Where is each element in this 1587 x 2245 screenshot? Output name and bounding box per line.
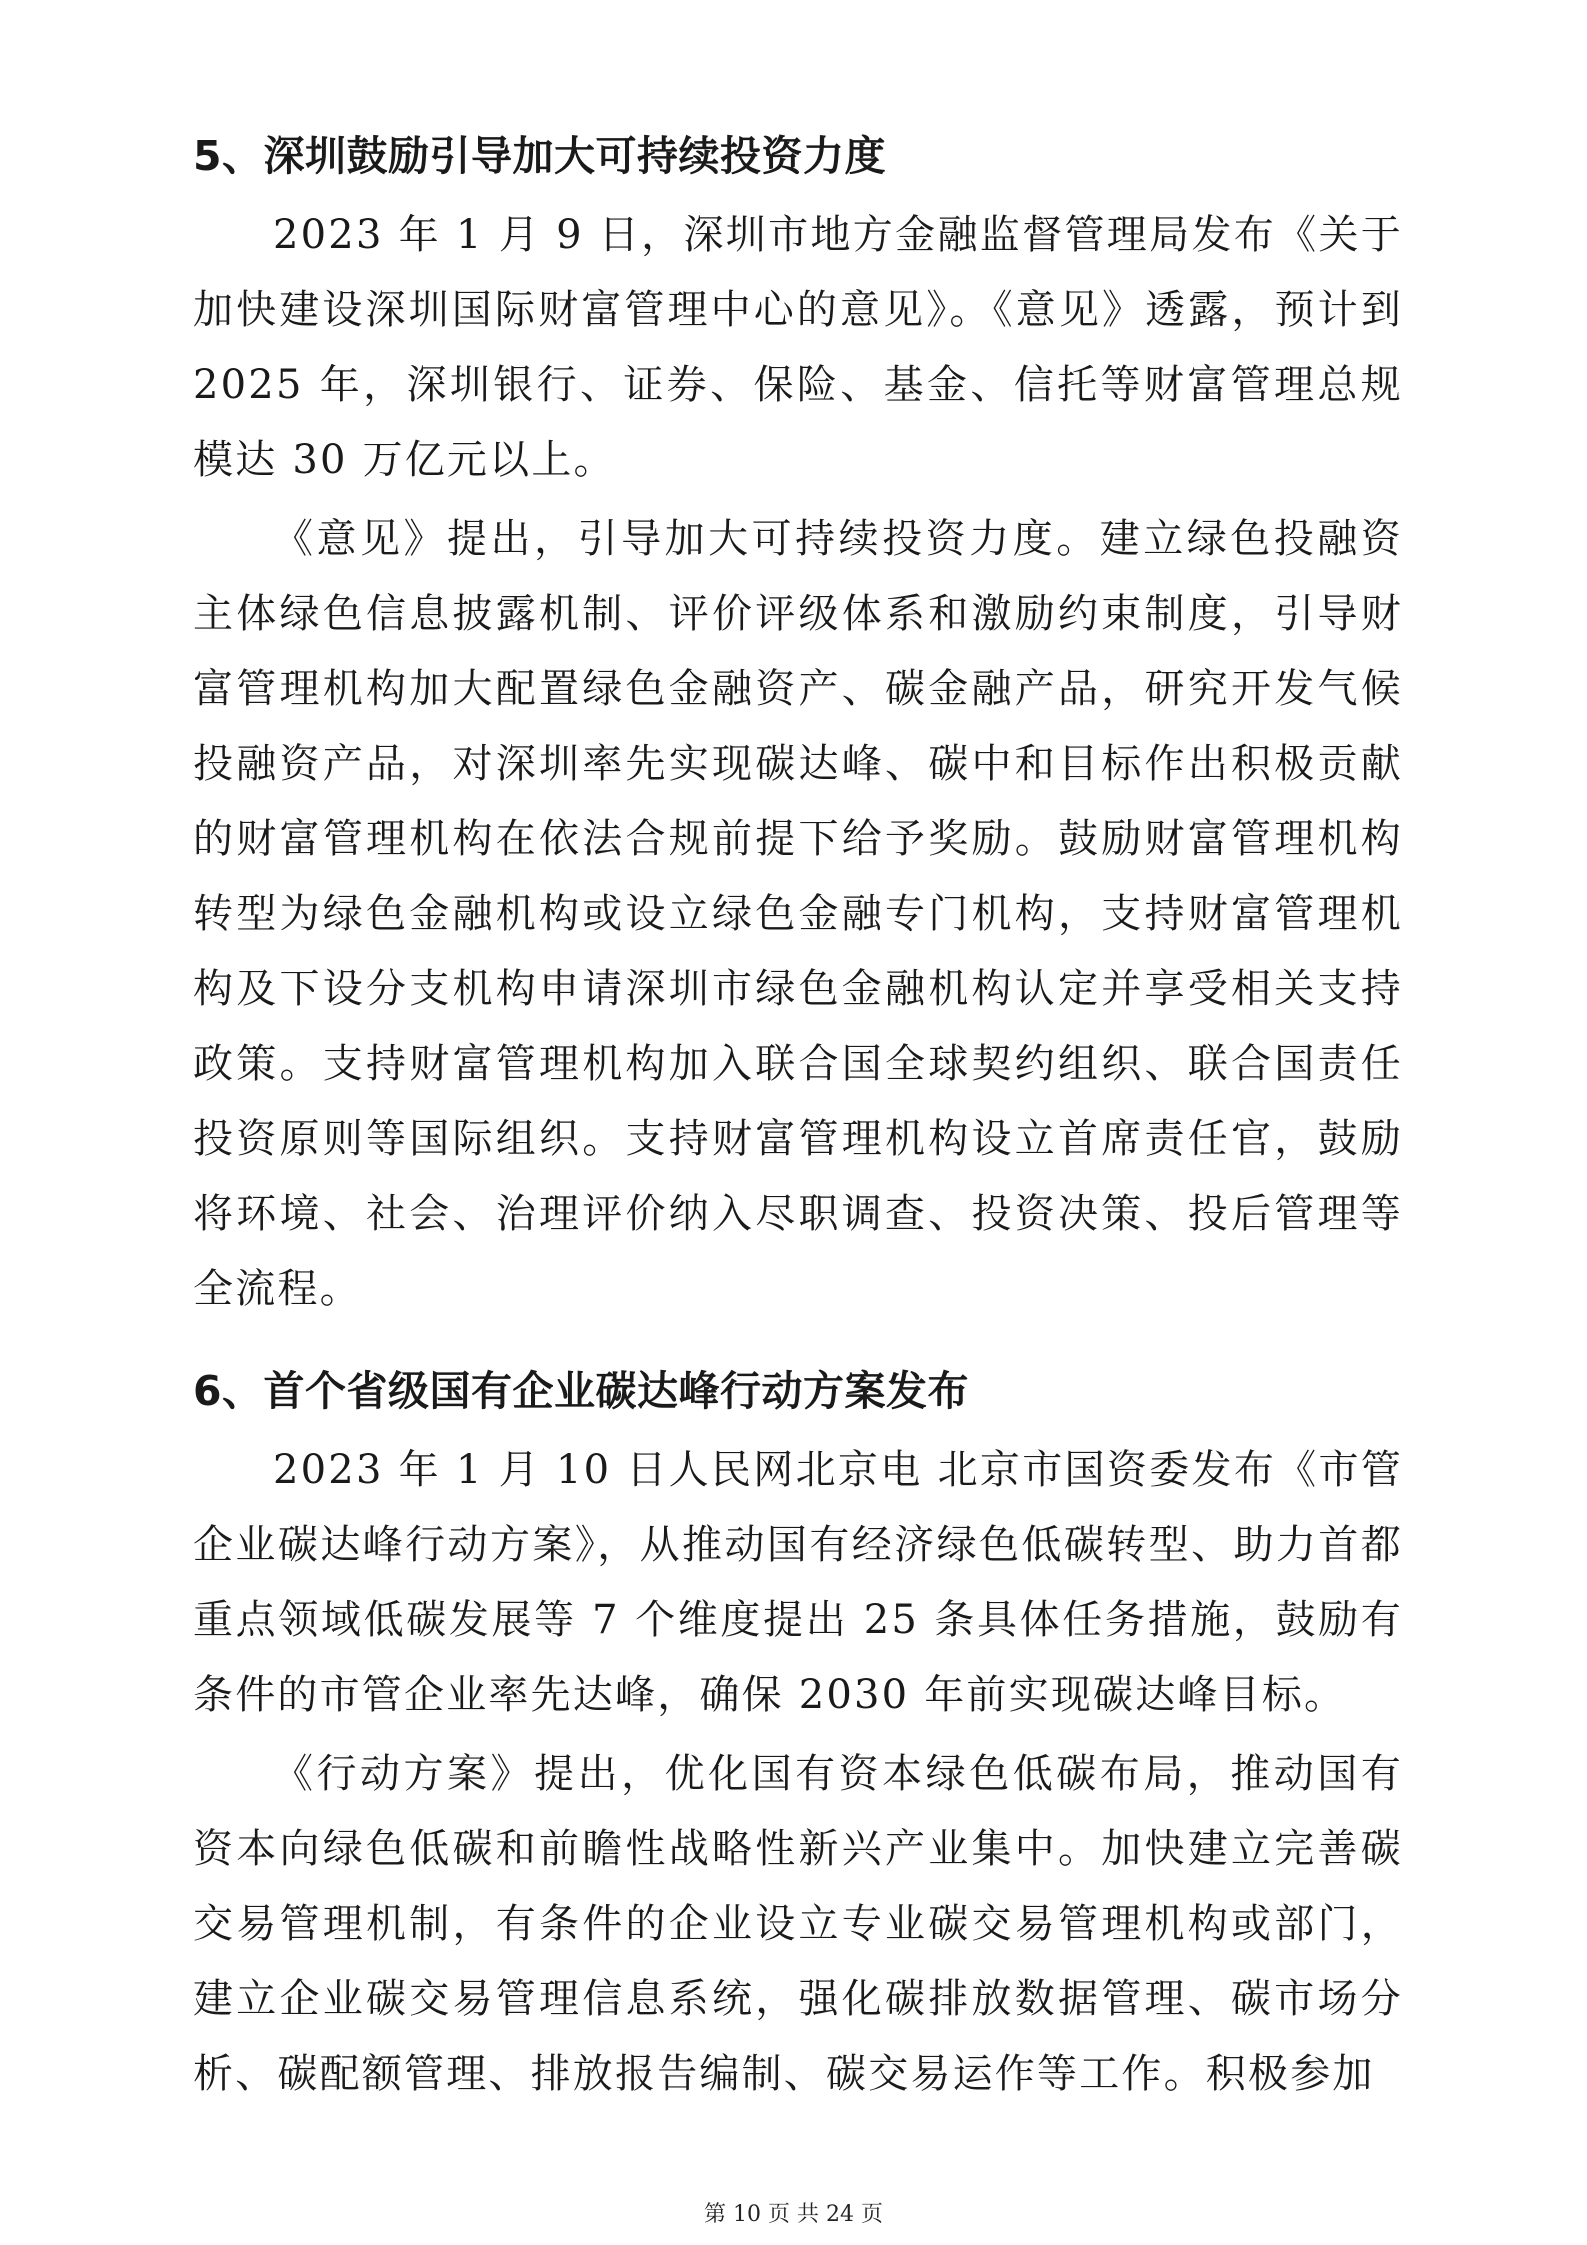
paragraph: 2023 年 1 月 10 日人民网北京电 北京市国资委发布《市管企业碳达峰行动方案》，从推动国有经济绿色低碳转型、助力首都重点领域低碳发展等 7 个维度提出 25 条具体任务措施，鼓励有条件的市管企业率先达峰，确保 2030 年前实现碳达峰目标。 — [193, 1447, 1403, 1718]
paragraph: 《意见》提出，引导加大可持续投资力度。建立绿色投融资主体绿色信息披露机制、评价评级体系和激励约束制度，引导财富管理机构加大配置绿色金融资产、碳金融产品，研究开发气候投融资产品，对深圳率先实现碳达峰、碳中和目标作出积极贡献的财富管理机构在依法合规前提下给予奖励。鼓励财富管理机构转型为绿色金融机构或设立绿色金融专门机构，支持财富管理机构及下设分支机构申请深圳市绿色金融机构认定并享受相关支持政策。支持财富管理机构加入联合国全球契约组织、联合国责任投资原则等国际组织。支持财富管理机构设立首席责任官，鼓励将环境、社会、治理评价纳入尽职调查、投资决策、投后管理等全流程。 — [193, 516, 1403, 1312]
paragraph: 2023 年 1 月 9 日，深圳市地方金融监督管理局发布《关于加快建设深圳国际财富管理中心的意见》。《意见》透露，预计到 2025 年，深圳银行、证券、保险、基金、信托等财富管理总规模达 30 万亿元以上。 — [193, 212, 1403, 483]
document-body — [193, 126, 1403, 2112]
paragraph: 《行动方案》提出，优化国有资本绿色低碳布局，推动国有资本向绿色低碳和前瞻性战略性新兴产业集中。加快建立完善碳交易管理机制，有条件的企业设立专业碳交易管理机构或部门，建立企业碳交易管理信息系统，强化碳排放数据管理、碳市场分析、碳配额管理、排放报告编制、碳交易运作等工作。积极参加 — [193, 1751, 1403, 2097]
section-heading: 6、首个省级国有企业碳达峰行动方案发布 — [193, 1367, 970, 1415]
section-5 — [193, 126, 1403, 1327]
section-heading: 5、深圳鼓励引导加大可持续投资力度 — [193, 132, 887, 180]
page-number-footer: 第 10 页 共 24 页 — [704, 2202, 883, 2227]
section-6 — [193, 1361, 1403, 2112]
